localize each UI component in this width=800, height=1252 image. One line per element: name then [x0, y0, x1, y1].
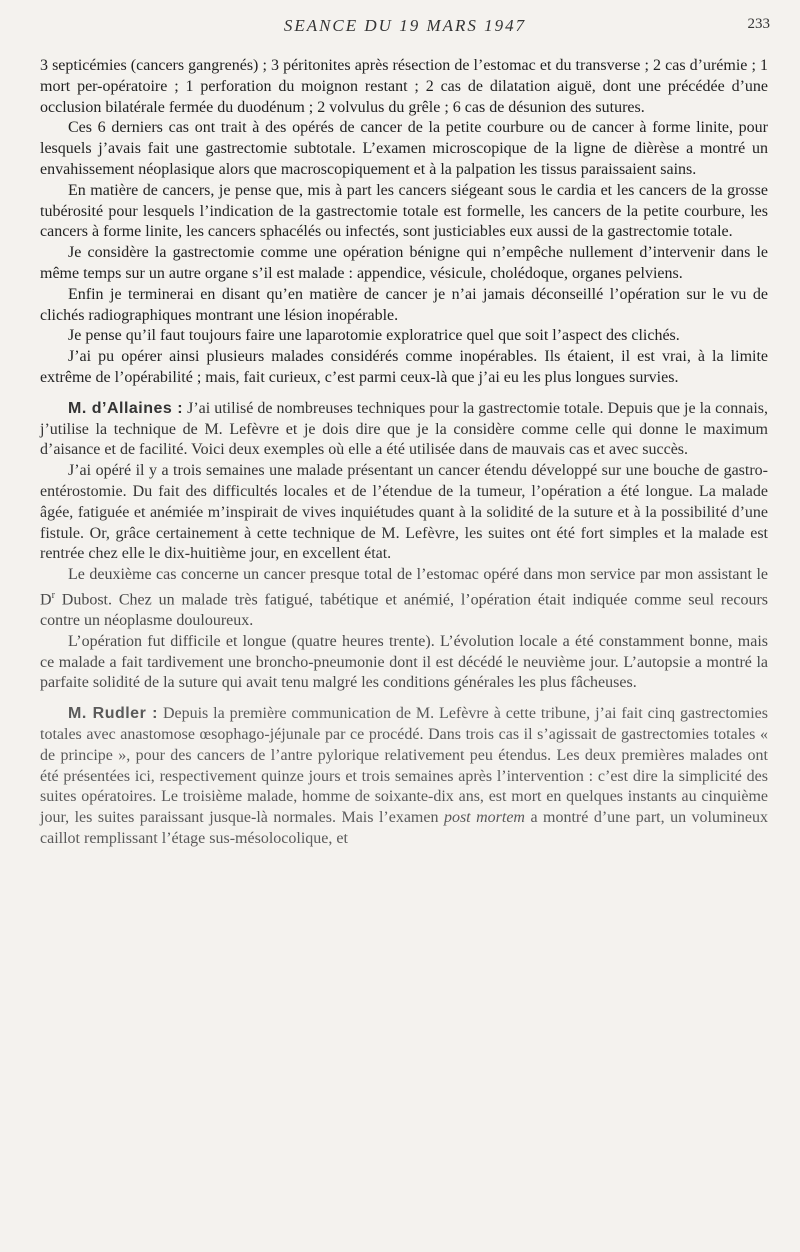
running-head: SEANCE DU 19 MARS 1947 [283, 16, 527, 35]
paragraph-text-part: Dubost. Chez un malade très fatigué, tabétique et anémié, l’opération était indiquée comme seul recours contre un néoplasme douloureux. [40, 591, 768, 630]
paragraph-text: J’ai utilisé de nombreuses techniques pour la gastrectomie totale. Depuis que je la connais, j’utilise la technique de M. Lefèvre et je dois dire que je la considère comme celle qui donne le maximum d’aisance et de facilité. Voici deux exemples où elle a été utilisée dans de mauvais cas et avec succès. [40, 399, 769, 459]
page-header [40, 16, 770, 40]
paragraph-exploratory-laparotomy: Je pense qu’il faut toujours faire une laparotomie exploratrice quel que soit l’aspect des clichés. [68, 327, 680, 345]
paragraph-first-case: J’ai opéré il y a trois semaines une malade présentant un cancer étendu développé sur une bouche de gastro-entérostomie. Du fait des difficultés locales et de l’étendue de la tumeur, l’opération a été longue. La malade âgée, fatiguée et anémiée m’inspirait de vives inquiétudes quant à la solidité de la suture et à la possibilité d’une fistule. Or, grâce certainement à cette technique de M. Lefèvre, les suites ont été fort simples et la malade est rentrée chez elle le dix-huitième jour, en excellent état. [40, 462, 768, 563]
paragraph-rudler [40, 704, 768, 850]
paragraph-indications: En matière de cancers, je pense que, mis à part les cancers siégeant sous le cardia et les cancers de la grosse tubérosité pour lesquels l’indication de la gastrectomie totale est formelle, les cancers de la petite courbure, les cancers à forme linite, les cancers sphacélés ou infectés, sont justiciables eux aussi de la gastrectomie totale. [40, 181, 768, 241]
paragraph-text-part: Depuis la première communication de M. Lefèvre à cette tribune, j’ai fait cinq gastrectomies totales avec anastomose œsophago-jéjunale par ce procédé. Dans trois cas il s’agissait de gastrectomies totales « de principe », pour des cancers de l’antre pylorique relativement peu étendus. Les deux premières malades ont été présentées ici, respectivement quinze jours et trois semaines après l’intervention : c’est dire la simplicité des suites opératoires. Le troisième malade, homme de soixante-dix ans, est mort en quelques instants au cinquième jour, les suites paraissant jusque-là normales. Mais l’examen [40, 705, 769, 827]
paragraph-radiographs: Enfin je terminerai en disant qu’en matière de cancer je n’ai jamais déconseillé l’opération sur le vu de clichés radiographiques montrant une lésion inopérable. [40, 285, 768, 324]
superscript: r [51, 589, 55, 601]
page-number: 233 [747, 16, 770, 32]
paragraph-complications-list: 3 septicémies (cancers gangrenés) ; 3 péritonites après résection de l’estomac et du transverse ; 2 cas d’urémie ; 1 mort per-opératoire ; 1 perforation du moignon restant ; 2 cas de dilatation aiguë, dont une précédée d’une occlusion bilatérale fermée du duodénum ; 2 volvulus du grêle ; 6 cas de désunion des sutures. [40, 57, 768, 116]
speaker-name: M. Rudler : [68, 705, 159, 723]
body-text [40, 56, 768, 850]
paragraph-dallaines-intro [40, 399, 768, 461]
paragraph-second-case-outcome: L’opération fut difficile et longue (quatre heures trente). L’évolution locale a été constamment bonne, mais ce malade a fait tardivement une broncho-pneumonie dont il est décédé le neuvième jour. L’autopsie a montré la parfaite solidité de la suture qui avait tenu malgré les conditions générales les plus fâcheuses. [40, 632, 768, 692]
paragraph-text-part: a montré d’une part, un volumineux caillot remplissant l’étage sus-mésolocolique, et [40, 809, 768, 848]
paragraph-suture-failures: Ces 6 derniers cas ont trait à des opérés de cancer de la petite courbure ou de cancer à forme linite, pour lesquels j’avais fait une gastrectomie subtotale. L’examen microscopique de la ligne de dièrèse a montré un envahissement néoplasique alors que macroscopiquement et à la palpation les tissus paraissaient sains. [40, 119, 768, 178]
italic-term: post mortem [443, 809, 525, 827]
paragraph-text-part: Le deuxième cas concerne un cancer presque total de l’estomac opéré dans mon service par mon assistant le D [40, 566, 768, 609]
paragraph-benign-operation: Je considère la gastrectomie comme une opération bénigne qui n’empêche nullement d’intervenir dans le même temps sur un autre organe s’il est malade : appendice, vésicule, cholédoque, organes pelviens. [40, 244, 768, 282]
speaker-name: M. d’Allaines : [68, 399, 184, 417]
paragraph-inoperable-cases: J’ai pu opérer ainsi plusieurs malades considérés comme inopérables. Ils étaient, il est vrai, à la limite extrême de l’opérabilité ; mais, fait curieux, c’est parmi ceux-là que j’ai eu les plus longues survies. [40, 348, 768, 386]
paragraph-second-case [40, 565, 768, 632]
